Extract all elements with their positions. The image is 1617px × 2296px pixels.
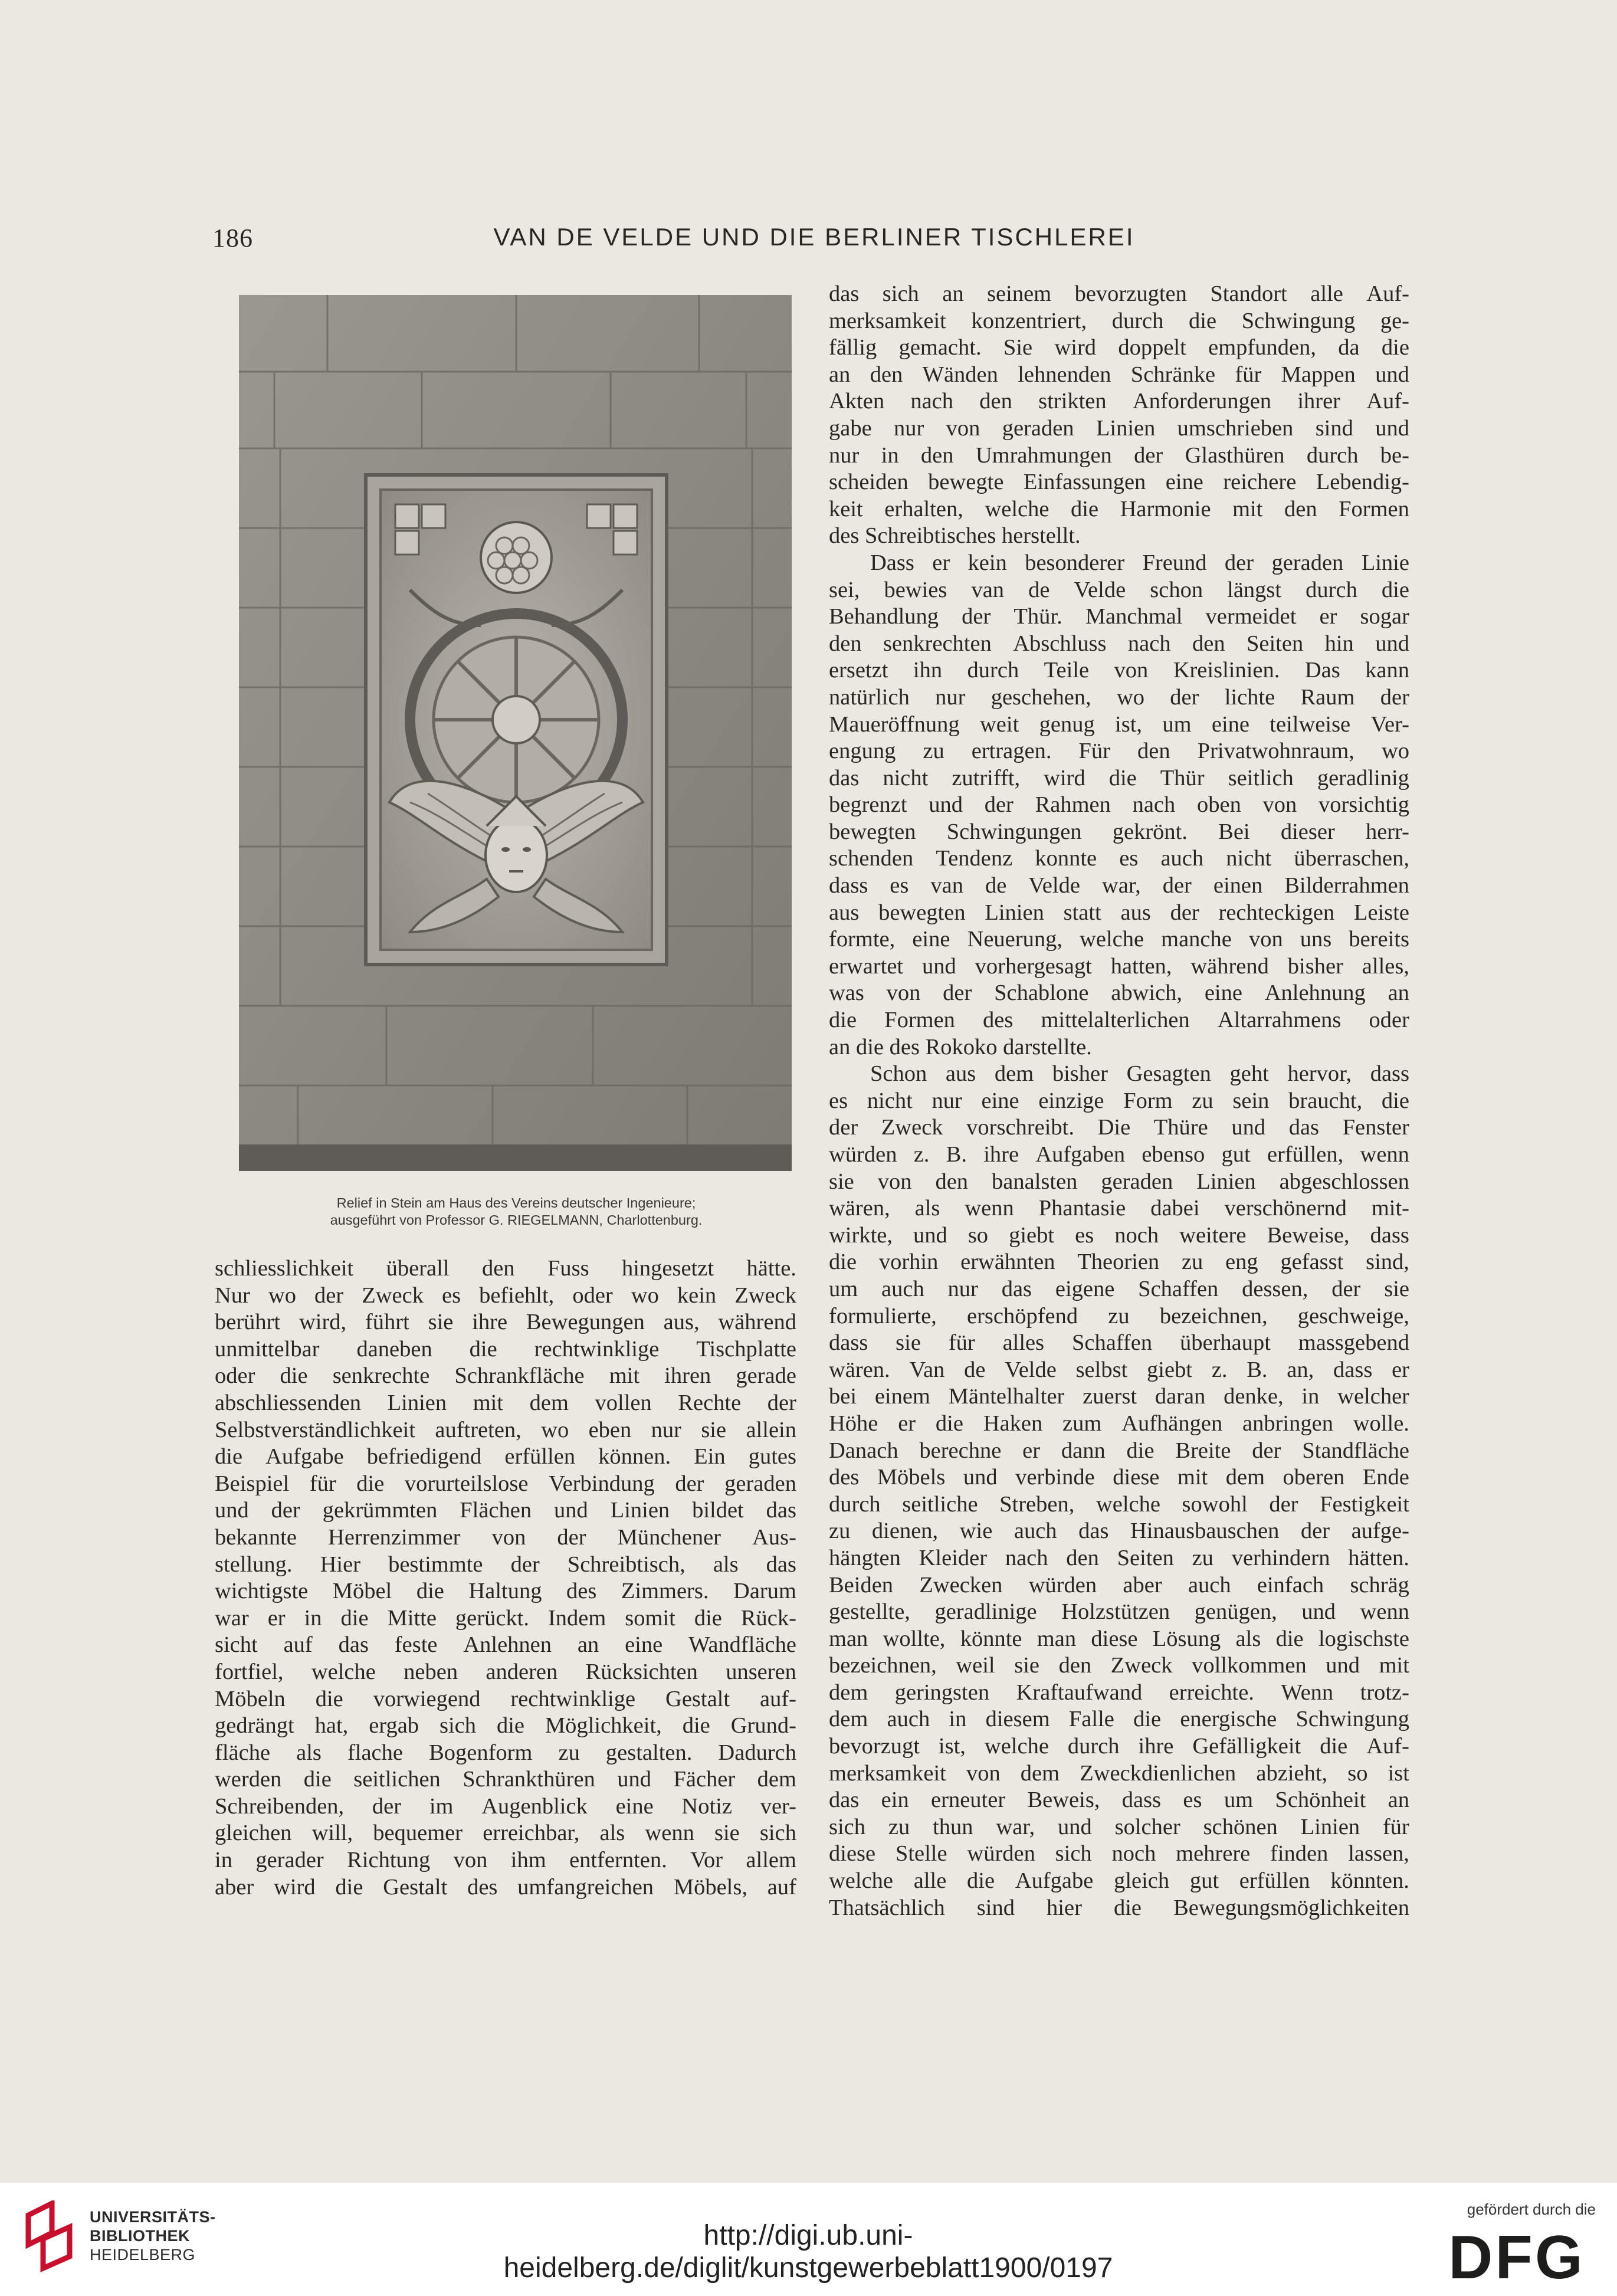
text-line: zu dienen, wie auch das Hinausbauschen der aufge- (829, 1518, 1409, 1544)
library-name-line: BIBLIOTHEK (90, 2227, 190, 2245)
text-line: fläche als flache Bogenform zu gestalten. Dadurch (215, 1740, 796, 1765)
text-line: sich zu thun war, und solcher schönen Linien für (829, 1814, 1409, 1839)
text-line: keit erhalten, welche die Harmonie mit den Formen (829, 496, 1409, 521)
right-text-column (829, 281, 1409, 1921)
text-line: das ein erneuter Beweis, dass es um Schönheit an (829, 1787, 1409, 1813)
text-line: wären, als wenn Phantasie dabei verschönernd mit- (829, 1196, 1409, 1221)
text-line: bewegten Schwingungen gekrönt. Bei dieser herr- (829, 819, 1409, 844)
text-line: Schreibenden, der im Augenblick eine Notiz ver- (215, 1793, 796, 1819)
caption-line: Relief in Stein am Haus des Vereins deutscher Ingenieure; (336, 1195, 696, 1211)
text-line: bei einem Mäntelhalter zuerst daran denke, in welcher (829, 1384, 1409, 1409)
text-line: wirkte, und so giebt es noch weitere Beweise, dass (829, 1222, 1409, 1248)
text-line: wären. Van de Velde selbst giebt z. B. an, dass er (829, 1357, 1409, 1382)
university-library-logo-icon (17, 2200, 81, 2277)
text-line: nur in den Umrahmungen der Glasthüren durch be- (829, 442, 1409, 468)
text-line: in gerader Richtung von ihm entfernten. Vor allem (215, 1848, 796, 1873)
text-line: berührt wird, führt sie ihre Bewegungen aus, während (215, 1310, 796, 1335)
text-line: dem auch in diesem Falle die energische Schwingung (829, 1707, 1409, 1732)
text-line: fällig gemacht. Sie wird doppelt empfunden, da die (829, 335, 1409, 360)
text-line: was von der Schablone abwich, eine Anlehnung an (829, 980, 1409, 1006)
text-line: die Aufgabe befriedigend erfüllen können. Ein gutes (215, 1444, 796, 1470)
funder-logo-text: DFG (1448, 2228, 1585, 2284)
text-line: oder die senkrechte Schrankfläche mit ihren gerade (215, 1363, 796, 1389)
text-line: Behandlung der Thür. Manchmal vermeidet er sogar (829, 604, 1409, 629)
text-line: Nur wo der Zweck es befiehlt, oder wo kein Zweck (215, 1283, 796, 1308)
text-line: erwartet und vorhergesagt hatten, während bisher alles, (829, 953, 1409, 979)
text-line: Danach berechne er dann die Breite der Standfläche (829, 1438, 1409, 1463)
text-line: Dass er kein besonderer Freund der geraden Linie (870, 550, 1409, 575)
text-line: merksamkeit konzentriert, durch die Schwingung ge- (829, 308, 1409, 333)
text-line: dem geringsten Kraftaufwand erreichte. Wenn trotz- (829, 1680, 1409, 1705)
text-line: abschliessenden Linien mit dem vollen Rechte der (215, 1390, 796, 1415)
text-line: schliesslichkeit überall den Fuss hingesetzt hätte. (215, 1256, 796, 1281)
library-name-line: HEIDELBERG (90, 2246, 196, 2264)
text-line: würden z. B. ihre Aufgaben ebenso gut erfüllen, wenn (829, 1142, 1409, 1167)
text-line: engung zu ertragen. Für den Privatwohnraum, wo (829, 739, 1409, 764)
text-line: war er in die Mitte gerückt. Indem somit die Rück- (215, 1605, 796, 1631)
digitization-footer (0, 2183, 1617, 2296)
relief-photograph (239, 295, 792, 1171)
text-line: ersetzt ihn durch Teile von Kreislinien. Das kann (829, 658, 1409, 683)
text-line: des Schreibtisches herstellt. (829, 523, 1081, 549)
left-text-column (215, 1255, 796, 1901)
text-line: stellung. Hier bestimmte der Schreibtisch, als das (215, 1552, 796, 1577)
text-line: scheiden bewegte Einfassungen eine reichere Lebendig- (829, 470, 1409, 495)
text-line: merksamkeit von dem Zweckdienlichen abzieht, so ist (829, 1760, 1409, 1786)
text-line: begrenzt und der Rahmen nach oben von vorsichtig (829, 792, 1409, 818)
text-line: fortfiel, welche neben anderen Rücksichten unseren (215, 1659, 796, 1684)
text-line: an den Wänden lehnenden Schränke für Mappen und (829, 362, 1409, 387)
text-line: der Zweck vorschreibt. Die Thüre und das Fenster (829, 1115, 1409, 1140)
text-line: unmittelbar daneben die rechtwinklige Tischplatte (215, 1336, 796, 1362)
text-line: formte, eine Neuerung, welche manche von uns bereits (829, 927, 1409, 952)
text-line: Höhe er die Haken zum Aufhängen anbringen wolle. (829, 1411, 1409, 1436)
text-line: werden die seitlichen Schrankthüren und Fächer dem (215, 1767, 796, 1792)
text-line: bezeichnen, weil sie den Zweck vollkommen und mit (829, 1653, 1409, 1678)
text-line: dass es van de Velde war, der einen Bilderrahmen (829, 873, 1409, 898)
text-line: bevorzugt ist, welche durch ihre Gefälligkeit die Auf- (829, 1734, 1409, 1759)
funding-note: gefördert durch die (1467, 2200, 1596, 2218)
text-line: Thatsächlich sind hier die Bewegungsmöglichkeiten (829, 1895, 1409, 1920)
text-line: schenden Tendenz konnte es auch nicht überraschen, (829, 846, 1409, 871)
text-line: welche alle die Aufgabe gleich gut erfüllen könnten. (829, 1868, 1409, 1894)
text-line: Beispiel für die vorurteilslose Verbindung der geraden (215, 1471, 796, 1496)
text-line: den senkrechten Abschluss nach den Seiten hin und (829, 631, 1409, 656)
text-line: Schon aus dem bisher Gesagten geht hervor, dass (870, 1061, 1409, 1087)
running-title: VAN DE VELDE UND DIE BERLINER TISCHLEREI (493, 223, 1135, 251)
text-line: an die des Rokoko darstellte. (829, 1034, 1092, 1060)
text-line: aber wird die Gestalt des umfangreichen Möbels, auf (215, 1874, 796, 1900)
text-line: sicht auf das feste Anlehnen an eine Wandfläche (215, 1632, 796, 1658)
text-line: natürlich nur geschehen, wo der lichte Raum der (829, 684, 1409, 710)
text-line: Akten nach den strikten Anforderungen ihrer Auf- (829, 389, 1409, 414)
text-line: hängten Kleider nach den Seiten zu verhindern hätten. (829, 1545, 1409, 1570)
text-line: durch seitliche Streben, welche sowohl der Festigkeit (829, 1491, 1409, 1517)
text-line: diese Stelle würden sich noch mehrere finden lassen, (829, 1841, 1409, 1867)
text-line: Selbstverständlichkeit auftreten, wo eben nur sie allein (215, 1417, 796, 1442)
permalink-url[interactable]: http://digi.ub.uni-heidelberg.de/diglit/kunstgewerbeblatt1900/0197 (503, 2220, 1113, 2284)
running-header (212, 223, 1416, 264)
dfg-logo-icon (1438, 2228, 1596, 2284)
relief-illustration (239, 295, 792, 1171)
text-line: formulierte, erschöpfend zu bezeichnen, geschweige, (829, 1303, 1409, 1329)
text-line: gestellte, geradlinige Holzstützen genügen, und wenn (829, 1599, 1409, 1625)
text-line: Beiden Zwecken würden aber auch einfach schräg (829, 1572, 1409, 1598)
text-line: und der gekrümmten Flächen und Linien bildet das (215, 1498, 796, 1523)
text-line: sei, bewies van de Velde schon längst durch die (829, 577, 1409, 602)
caption-line: ausgeführt von Professor G. RIEGELMANN, Charlottenburg. (330, 1212, 703, 1228)
library-name-line: UNIVERSITÄTS- (90, 2208, 216, 2226)
text-line: um auch nur das eigene Schaffen dessen, der sie (829, 1276, 1409, 1301)
text-line: das sich an seinem bevorzugten Standort alle Auf- (829, 281, 1409, 306)
text-line: das nicht zutrifft, wird die Thür seitlich geradlinig (829, 765, 1409, 791)
text-line: Maueröffnung weit genug ist, um eine teilweise Ver- (829, 711, 1409, 737)
text-line: dass sie für alles Schaffen überhaupt massgebend (829, 1330, 1409, 1356)
page-number: 186 (212, 224, 253, 252)
text-line: aus bewegten Linien statt aus der rechteckigen Leiste (829, 900, 1409, 925)
text-line: es nicht nur eine einzige Form zu sein braucht, die (829, 1088, 1409, 1113)
text-line: gleichen will, bequemer erreichbar, als wenn sie sich (215, 1821, 796, 1846)
figure-caption (236, 1195, 796, 1229)
text-line: gabe nur von geraden Linien umschrieben sind und (829, 415, 1409, 441)
text-line: man wollte, könnte man diese Lösung als die logischste (829, 1626, 1409, 1651)
text-line: bekannte Herrenzimmer von der Münchener Aus- (215, 1524, 796, 1550)
text-line: des Möbels und verbinde diese mit dem oberen Ende (829, 1465, 1409, 1490)
library-name (90, 2208, 216, 2264)
text-line: gedrängt hat, ergab sich die Möglichkeit, die Grund- (215, 1713, 796, 1739)
text-line: sie von den banalsten geraden Linien abgeschlossen (829, 1169, 1409, 1194)
text-line: die vorhin erwähnten Theorien zu eng gefasst sind, (829, 1249, 1409, 1275)
text-line: Möbeln die vorwiegend rechtwinklige Gestalt auf- (215, 1686, 796, 1711)
text-line: die Formen des mittelalterlichen Altarrahmens oder (829, 1008, 1409, 1033)
text-line: wichtigste Möbel die Haltung des Zimmers. Darum (215, 1579, 796, 1604)
